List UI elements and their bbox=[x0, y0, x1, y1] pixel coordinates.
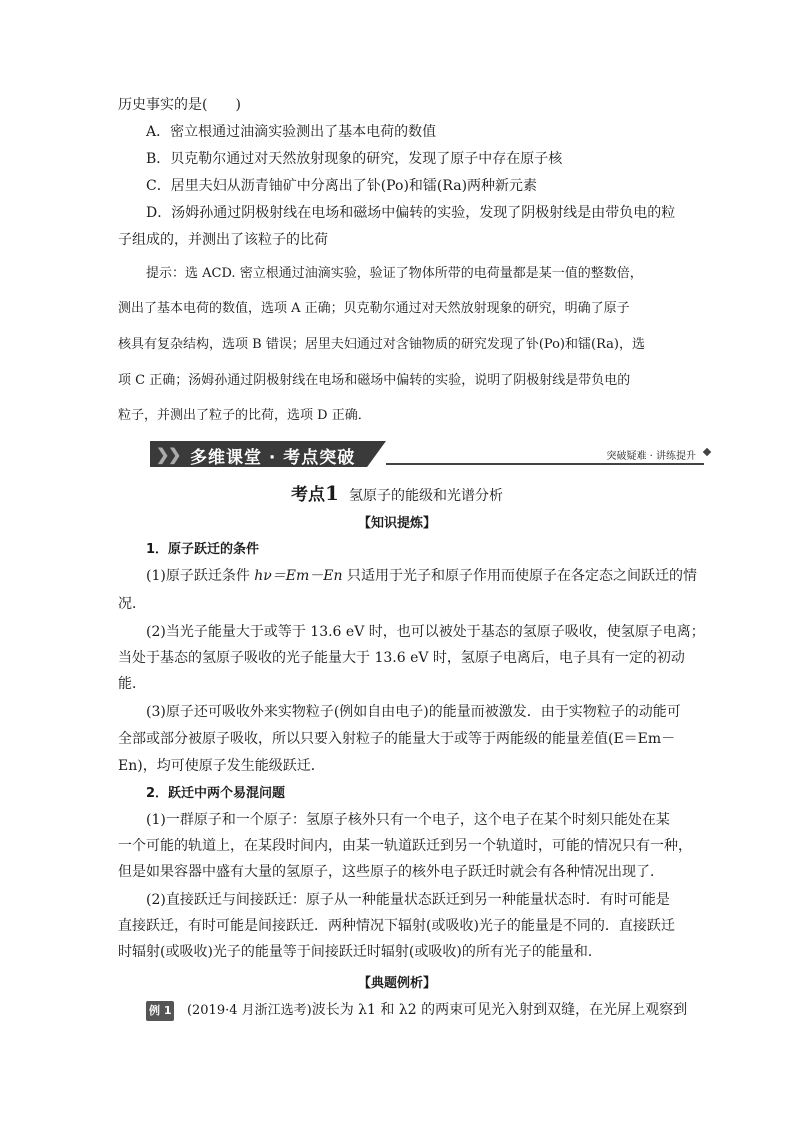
paragraph-2-line: 当处于基态的氢原子吸收的光子能量大于 13.6 eV 时，氢原子电离后，电子具有一定的初动 bbox=[118, 650, 685, 666]
diamond-icon bbox=[703, 448, 711, 456]
example-heading: 【典题例析】 bbox=[357, 976, 436, 991]
paragraph-4-line: 但是如果容器中盛有大量的氢原子，这些原子的核外电子跃迁时就会有各种情况出现了． bbox=[118, 864, 664, 880]
chevron-icon: ❯ bbox=[156, 445, 170, 464]
example-source: (2019·4 月浙江选考) bbox=[186, 1003, 312, 1018]
paragraph-5-line: 时辐射(或吸收)光子的能量等于间接跃迁时辐射(或吸收)的所有光子的能量和． bbox=[118, 944, 602, 960]
hint-line: 提示：选 ACD. 密立根通过油滴实验，验证了物体所带的电荷量都是某一值的整数倍， bbox=[146, 266, 643, 281]
option-c: C．居里夫妇从沥青铀矿中分离出了钋(Po)和镭(Ra)两种新元素 bbox=[146, 178, 538, 194]
paragraph-3-line: (3)原子还可吸收外来实物粒子(例如自由电子)的能量而被激发．由于实物粒子的动能可 bbox=[146, 704, 681, 720]
banner-title: 多维课堂 · 考点突破 bbox=[190, 448, 356, 468]
subheading-2: 2．跃迁中两个易混问题 bbox=[146, 786, 286, 801]
hint-line: 核具有复杂结构，选项 B 错误；居里夫妇通过对含铀物质的研究发现了钋(Po)和镭(Ra)，选 bbox=[118, 337, 645, 352]
section-number: 1 bbox=[325, 481, 339, 505]
paragraph-3-line: En)，均可使原子发生能级跃迁． bbox=[118, 758, 325, 774]
option-b: B．贝克勒尔通过对天然放射现象的研究，发现了原子中存在原子核 bbox=[146, 151, 563, 167]
paragraph-1 bbox=[146, 566, 697, 586]
paragraph-3-line: 全部或部分被原子吸收，所以只要入射粒子的能量大于或等于两能级的能量差值(E＝Em－ bbox=[118, 731, 676, 747]
paragraph-5-line: (2)直接跃迁与间接跃迁：原子从一种能量状态跃迁到另一种能量状态时．有时可能是 bbox=[146, 892, 670, 908]
section-heading bbox=[0, 480, 794, 505]
example-text: 波长为 λ1 和 λ2 的两束可见光入射到双缝，在光屏上观察到 bbox=[311, 1002, 688, 1018]
option-d: D．汤姆孙通过阴极射线在电场和磁场中偏转的实验，发现了阴极射线是由带负电的粒 bbox=[146, 205, 676, 221]
hint-line: 测出了基本电荷的数值，选项 A 正确；贝克勒尔通过对天然放射现象的研究，明确了原子 bbox=[118, 301, 630, 316]
paragraph-2-line: 能． bbox=[118, 676, 146, 692]
paragraph-4-line: (1)一群原子和一个原子：氢原子核外只有一个电子，这个电子在某个时刻只能处在某 bbox=[146, 812, 670, 828]
paragraph-1-cont: 况． bbox=[118, 596, 146, 612]
formula: hν＝Em－En bbox=[254, 568, 343, 584]
knowledge-heading: 【知识提炼】 bbox=[357, 516, 436, 531]
hint-line: 粒子，并测出了粒子的比荷，选项 D 正确． bbox=[118, 408, 371, 423]
example-question bbox=[146, 1000, 687, 1021]
banner-rule bbox=[386, 463, 704, 465]
section-label: 考点 bbox=[291, 485, 326, 505]
subheading-1: 1．原子跃迁的条件 bbox=[146, 542, 260, 557]
paragraph-5-line: 直接跃迁，有时可能是间接跃迁．两种情况下辐射(或吸收)光子的能量是不同的．直接跃迁 bbox=[118, 918, 675, 934]
chevron-icon: ❯ bbox=[168, 445, 182, 464]
paragraph-text: 只适用于光子和原子作用而使原子在各定态之间跃迁的情 bbox=[342, 568, 697, 584]
paragraph-text: (1)原子跃迁条件 bbox=[146, 568, 255, 584]
section-banner bbox=[150, 441, 710, 467]
example-badge: 例 1 bbox=[146, 1001, 174, 1021]
hint-line: 项 C 正确；汤姆孙通过阴极射线在电场和磁场中偏转的实验，说明了阴极射线是带负电的 bbox=[118, 373, 631, 388]
paragraph-4-line: 一个可能的轨道上，在某段时间内，由某一轨道跃迁到另一个轨道时，可能的情况只有一种， bbox=[118, 838, 692, 854]
banner-subtitle: 突破疑难 · 讲练提升 bbox=[606, 451, 696, 462]
question-stem: 历史事实的是( ) bbox=[118, 97, 241, 113]
option-a: A．密立根通过油滴实验测出了基本电荷的数值 bbox=[146, 124, 437, 140]
section-title: 氢原子的能级和光谱分析 bbox=[348, 488, 503, 504]
paragraph-2-line: (2)当光子能量大于或等于 13.6 eV 时，也可以被处于基态的氢原子吸收，使氢原子电离； bbox=[146, 624, 705, 640]
option-d-cont: 子组成的，并测出了该粒子的比荷 bbox=[118, 232, 328, 248]
